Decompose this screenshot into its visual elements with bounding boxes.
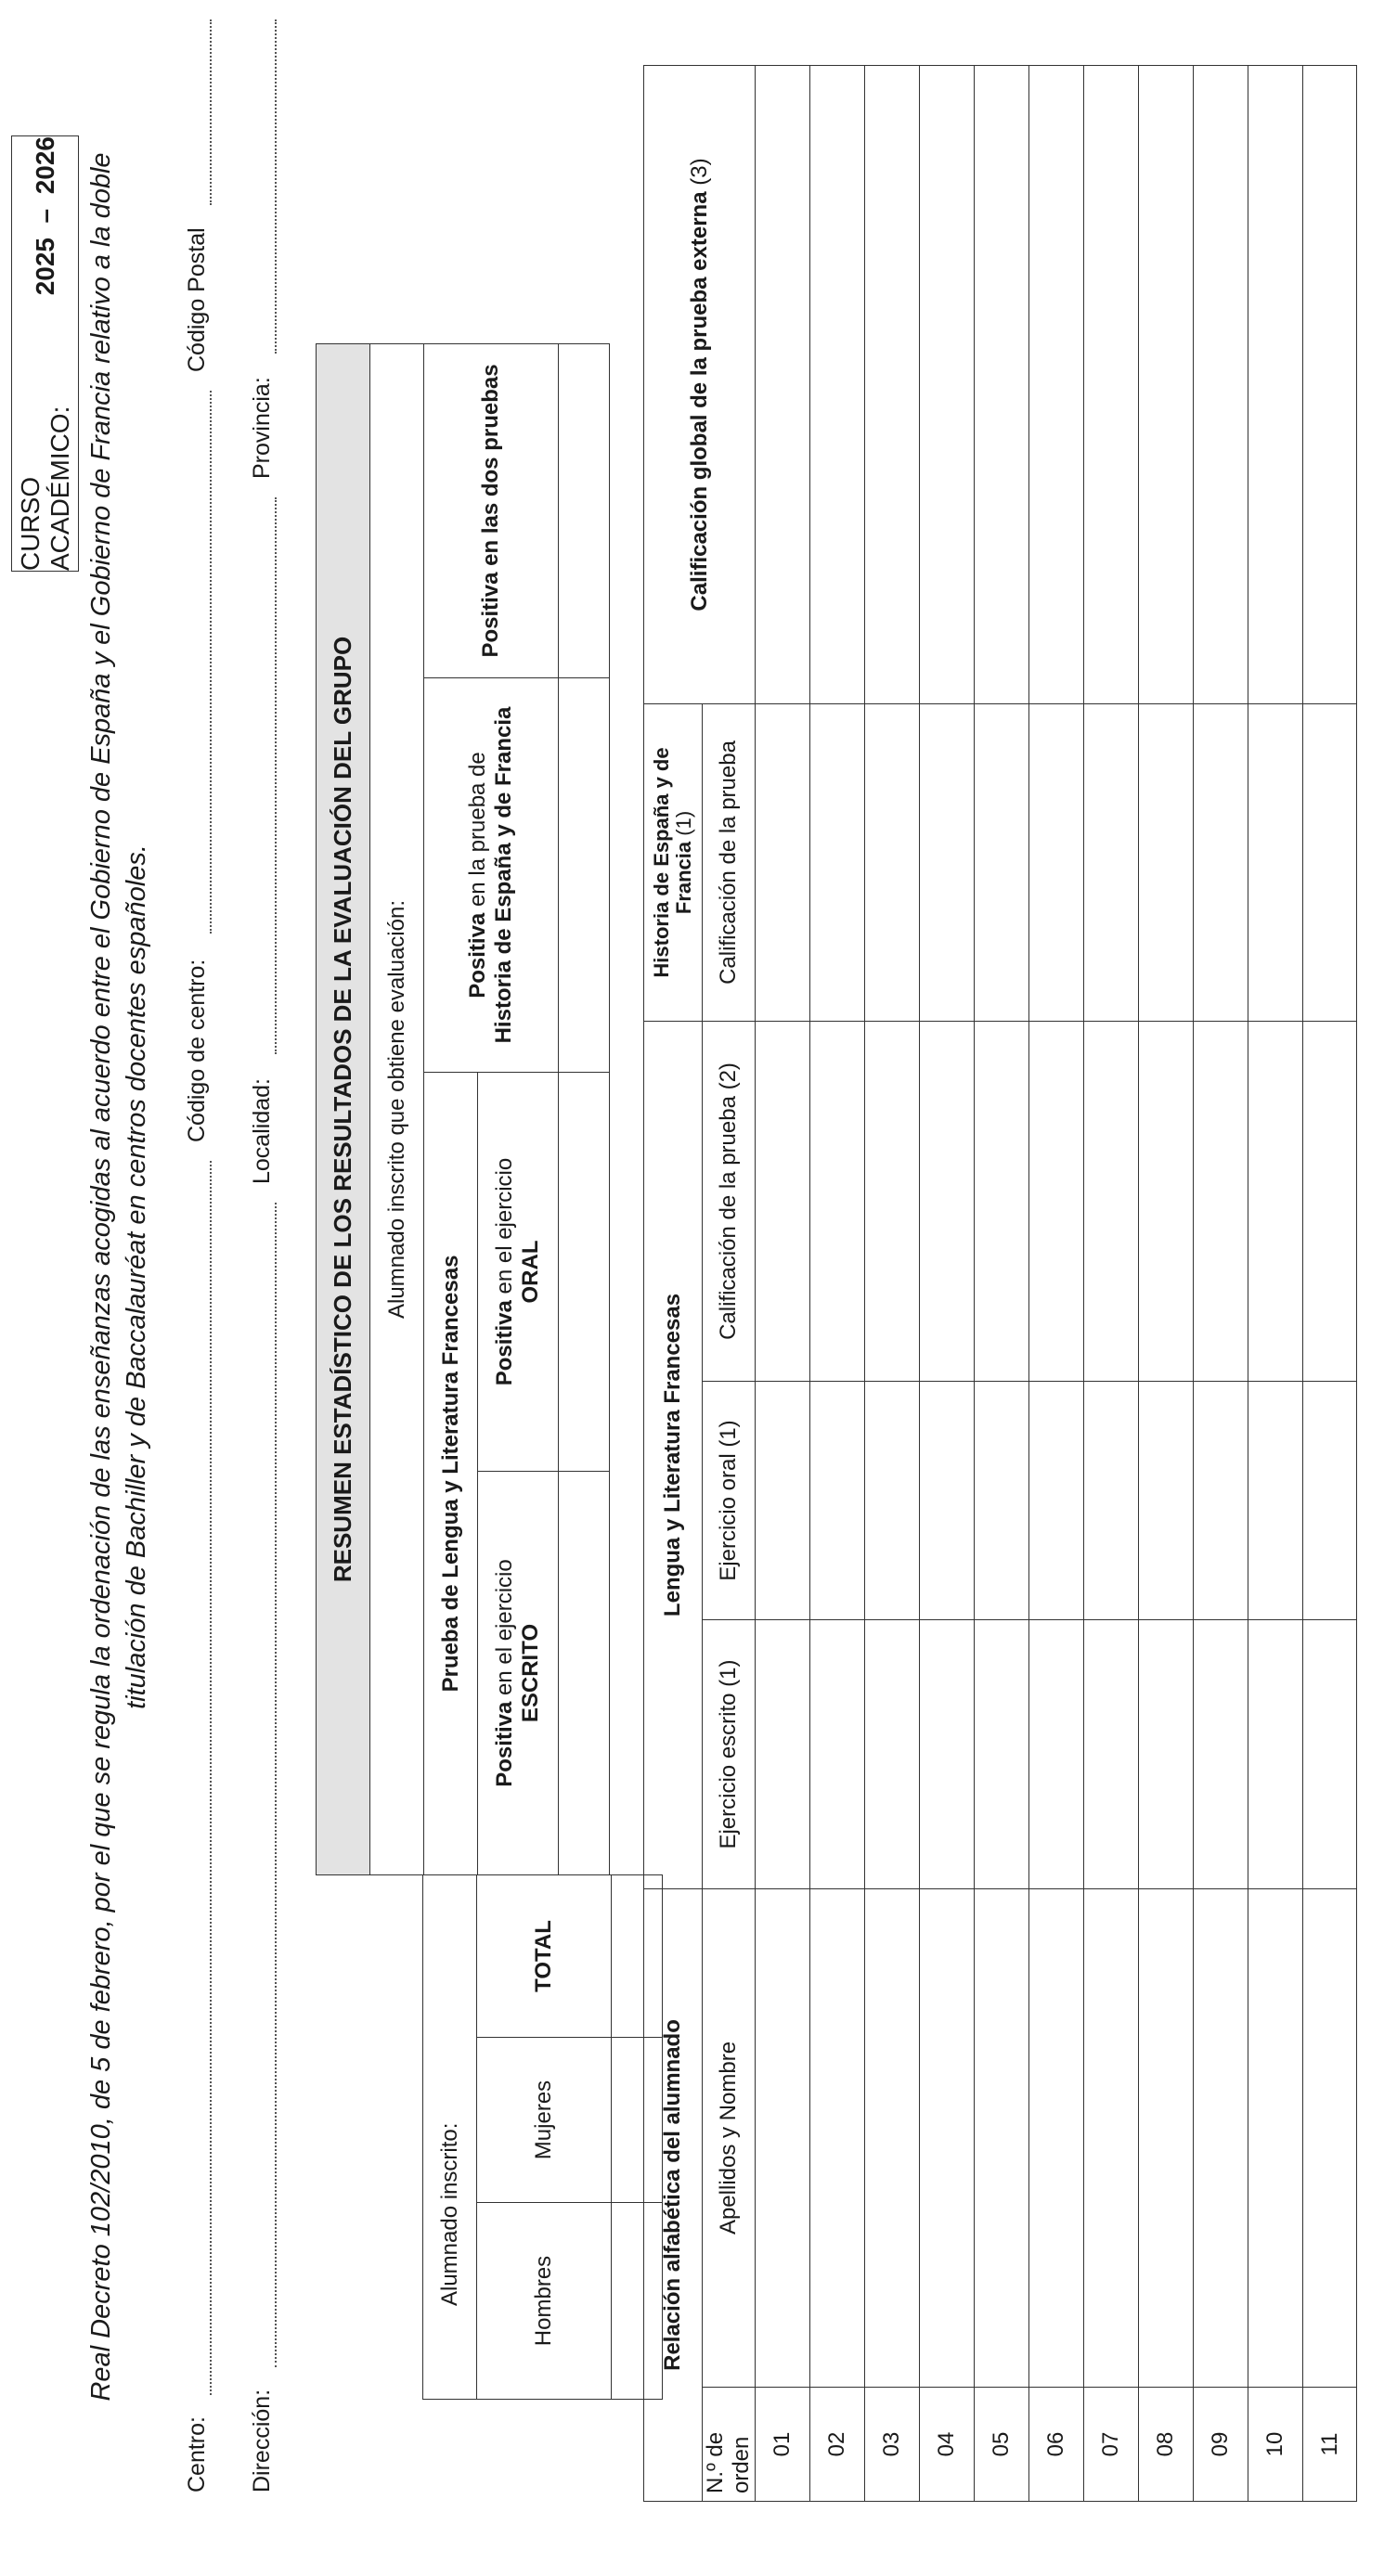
escrito-grade-cell[interactable] <box>920 1620 975 1889</box>
escrito-grade-cell[interactable] <box>975 1620 1029 1889</box>
global-grade-cell[interactable] <box>1029 65 1084 703</box>
total-header: TOTAL <box>477 1874 612 2037</box>
global-grade-cell[interactable] <box>1139 65 1194 703</box>
table-row <box>1139 65 1194 2501</box>
apellidos-header: Apellidos y Nombre <box>703 1889 756 2388</box>
student-name-cell[interactable] <box>1303 1889 1357 2388</box>
table-row <box>865 65 920 2501</box>
year-end: 2026 <box>30 136 59 195</box>
historia-grade-cell[interactable] <box>1139 703 1194 1021</box>
lengua-grade-cell[interactable] <box>975 1021 1029 1381</box>
dos-pruebas-count-cell[interactable] <box>559 343 610 677</box>
table-row <box>810 65 865 2501</box>
en-el-ejercicio-text: en el ejercicio <box>492 1157 517 1294</box>
oral-grade-cell[interactable] <box>975 1382 1029 1620</box>
escrito-grade-cell[interactable] <box>810 1620 865 1889</box>
positiva-dos-header: Positiva en las dos pruebas <box>424 343 559 677</box>
student-list-table <box>643 65 1357 2502</box>
global-grade-cell[interactable] <box>756 65 810 703</box>
global-header <box>644 65 756 703</box>
provincia-field[interactable] <box>275 19 277 354</box>
oral-grade-cell[interactable] <box>1029 1382 1084 1620</box>
direccion-field[interactable] <box>275 1203 277 2367</box>
historia-grade-cell[interactable] <box>920 703 975 1021</box>
enrolled-summary-table <box>422 1874 663 2400</box>
relacion-header: Relación alfabética del alumnado <box>644 1889 703 2502</box>
table-row <box>975 65 1029 2501</box>
oral-grade-cell[interactable] <box>920 1382 975 1620</box>
global-note: (3) <box>686 158 712 186</box>
localidad-field[interactable] <box>275 497 277 1054</box>
lengua-grade-cell[interactable] <box>1303 1021 1357 1381</box>
obtiene-evaluacion-header: Alumnado inscrito que obtiene evaluación: <box>370 343 424 1874</box>
student-rows <box>756 65 1357 2501</box>
lengua-grade-cell[interactable] <box>1194 1021 1248 1381</box>
row-number: 09 <box>1194 2388 1248 2502</box>
escrito-text: ESCRITO <box>518 1623 543 1723</box>
lengua-grade-cell[interactable] <box>810 1021 865 1381</box>
historia-header-text: Historia de España y de <box>650 747 673 978</box>
oral-grade-cell[interactable] <box>756 1382 810 1620</box>
codigo-postal-field[interactable] <box>210 19 212 205</box>
francia-note: (1) <box>672 810 695 836</box>
direccion-label: Dirección: <box>249 2389 275 2492</box>
en-el-ejercicio-text: en el ejercicio <box>492 1559 517 1696</box>
historia-grade-cell[interactable] <box>1194 703 1248 1021</box>
lengua-grade-cell[interactable] <box>1248 1021 1303 1381</box>
student-name-cell[interactable] <box>1084 1889 1139 2388</box>
escrito-grade-cell[interactable] <box>1084 1620 1139 1889</box>
table-row <box>920 65 975 2501</box>
prueba-lengua-header: Prueba de Lengua y Literatura Francesas <box>424 1073 478 1875</box>
table-row <box>1194 65 1248 2501</box>
historia-grade-cell[interactable] <box>1084 703 1139 1021</box>
hombres-header: Hombres <box>477 2203 612 2400</box>
lengua-grade-cell[interactable] <box>756 1021 810 1381</box>
escrito-grade-cell[interactable] <box>1303 1620 1357 1889</box>
row-number: 06 <box>1029 2388 1084 2502</box>
global-grade-cell[interactable] <box>920 65 975 703</box>
summary-title: RESUMEN ESTADÍSTICO DE LOS RESULTADOS DE LA EVALUACIÓN DEL GRUPO <box>317 343 370 1874</box>
decree-text <box>84 52 154 2502</box>
student-name-cell[interactable] <box>1029 1889 1084 2388</box>
escrito-grade-cell[interactable] <box>1248 1620 1303 1889</box>
oral-count-cell[interactable] <box>559 1073 610 1472</box>
evaluation-summary-table <box>316 343 610 1875</box>
lengua-grade-cell[interactable] <box>1139 1021 1194 1381</box>
global-grade-cell[interactable] <box>1303 65 1357 703</box>
lengua-header: Lengua y Literatura Francesas <box>644 1021 703 1888</box>
row-number: 03 <box>865 2388 920 2502</box>
oral-grade-cell[interactable] <box>1303 1382 1357 1620</box>
global-grade-cell[interactable] <box>1194 65 1248 703</box>
ejercicio-oral-header: Ejercicio oral (1) <box>703 1382 756 1620</box>
row-number: 01 <box>756 2388 810 2502</box>
row-number: 02 <box>810 2388 865 2502</box>
oral-grade-cell[interactable] <box>1084 1382 1139 1620</box>
decree-line-1: Real Decreto 102/2010, de 5 de febrero, por el que se regula la ordenación de las enseñanzas acogidas al acuerdo entre el Gobierno de España y el Gobierno de Francia relativo a la doble <box>86 152 116 2402</box>
row-number: 08 <box>1139 2388 1194 2502</box>
table-row <box>756 65 810 2501</box>
curso-academico-box <box>11 135 79 572</box>
student-name-cell[interactable] <box>920 1889 975 2388</box>
historia-grade-cell[interactable] <box>865 703 920 1021</box>
positiva-text: Positiva <box>492 1701 517 1787</box>
francia-header-text: Francia <box>672 841 695 915</box>
row-number: 11 <box>1303 2388 1357 2502</box>
escrito-count-cell[interactable] <box>559 1472 610 1875</box>
historia-count-cell[interactable] <box>559 678 610 1073</box>
student-name-cell[interactable] <box>1194 1889 1248 2388</box>
oral-grade-cell[interactable] <box>1194 1382 1248 1620</box>
historia-grade-cell[interactable] <box>1248 703 1303 1021</box>
escrito-grade-cell[interactable] <box>1139 1620 1194 1889</box>
centro-field[interactable] <box>210 1161 212 2395</box>
provincia-label: Provincia: <box>249 377 275 479</box>
historia-grade-cell[interactable] <box>975 703 1029 1021</box>
table-row <box>1248 65 1303 2501</box>
year-start: 2025 <box>30 238 59 296</box>
row-number: 05 <box>975 2388 1029 2502</box>
student-name-cell[interactable] <box>1248 1889 1303 2388</box>
global-grade-cell[interactable] <box>1248 65 1303 703</box>
oral-grade-cell[interactable] <box>810 1382 865 1620</box>
table-row <box>1303 65 1357 2501</box>
positiva-historia-header <box>424 678 559 1073</box>
lengua-grade-cell[interactable] <box>1029 1021 1084 1381</box>
alumnado-inscrito-header: Alumnado inscrito: <box>423 1874 477 2399</box>
oral-grade-cell[interactable] <box>1139 1382 1194 1620</box>
historia-text: Historia de España y de Francia <box>491 706 516 1044</box>
global-grade-cell[interactable] <box>810 65 865 703</box>
localidad-label: Localidad: <box>249 1078 275 1184</box>
decree-line-2: titulación de Bachiller y de Baccalauréat en centros docentes españoles. <box>122 844 151 1709</box>
lengua-grade-cell[interactable] <box>920 1021 975 1381</box>
global-header-text: Calificación global de la prueba externa <box>686 191 712 612</box>
mujeres-header: Mujeres <box>477 2038 612 2203</box>
positiva-escrito-header <box>478 1472 559 1875</box>
escrito-grade-cell[interactable] <box>865 1620 920 1889</box>
calificacion-prueba-2-header: Calificación de la prueba (2) <box>703 1021 756 1381</box>
codigo-centro-field[interactable] <box>210 391 212 934</box>
year-separator: – <box>30 208 59 224</box>
escrito-grade-cell[interactable] <box>1029 1620 1084 1889</box>
global-grade-cell[interactable] <box>975 65 1029 703</box>
curso-label: CURSO ACADÉMICO: <box>15 406 74 571</box>
global-grade-cell[interactable] <box>1084 65 1139 703</box>
historia-grade-cell[interactable] <box>810 703 865 1021</box>
positiva-text: Positiva <box>465 912 490 998</box>
row-number: 04 <box>920 2388 975 2502</box>
positiva-oral-header <box>478 1073 559 1472</box>
student-name-cell[interactable] <box>810 1889 865 2388</box>
historia-header <box>644 703 703 1021</box>
global-grade-cell[interactable] <box>865 65 920 703</box>
escrito-grade-cell[interactable] <box>1194 1620 1248 1889</box>
table-row <box>1029 65 1084 2501</box>
calificacion-prueba-header: Calificación de la prueba <box>703 703 756 1021</box>
historia-grade-cell[interactable] <box>756 703 810 1021</box>
historia-grade-cell[interactable] <box>1303 703 1357 1021</box>
escrito-grade-cell[interactable] <box>756 1620 810 1889</box>
student-name-cell[interactable] <box>975 1889 1029 2388</box>
student-name-cell[interactable] <box>865 1889 920 2388</box>
oral-grade-cell[interactable] <box>1248 1382 1303 1620</box>
codigo-centro-label: Código de centro: <box>184 959 210 1142</box>
num-orden-header: N.º de orden <box>703 2388 756 2502</box>
ejercicio-escrito-header: Ejercicio escrito (1) <box>703 1620 756 1889</box>
student-name-cell[interactable] <box>756 1889 810 2388</box>
row-number: 07 <box>1084 2388 1139 2502</box>
row-number: 10 <box>1248 2388 1303 2502</box>
historia-grade-cell[interactable] <box>1029 703 1084 1021</box>
oral-grade-cell[interactable] <box>865 1382 920 1620</box>
oral-text: ORAL <box>518 1240 543 1304</box>
lengua-grade-cell[interactable] <box>1084 1021 1139 1381</box>
table-row <box>1084 65 1139 2501</box>
lengua-grade-cell[interactable] <box>865 1021 920 1381</box>
codigo-postal-label: Código Postal <box>184 227 210 372</box>
student-name-cell[interactable] <box>1139 1889 1194 2388</box>
centro-label: Centro: <box>184 2416 210 2492</box>
positiva-text: Positiva <box>492 1300 517 1386</box>
en-la-prueba-text: en la prueba de <box>465 752 490 908</box>
